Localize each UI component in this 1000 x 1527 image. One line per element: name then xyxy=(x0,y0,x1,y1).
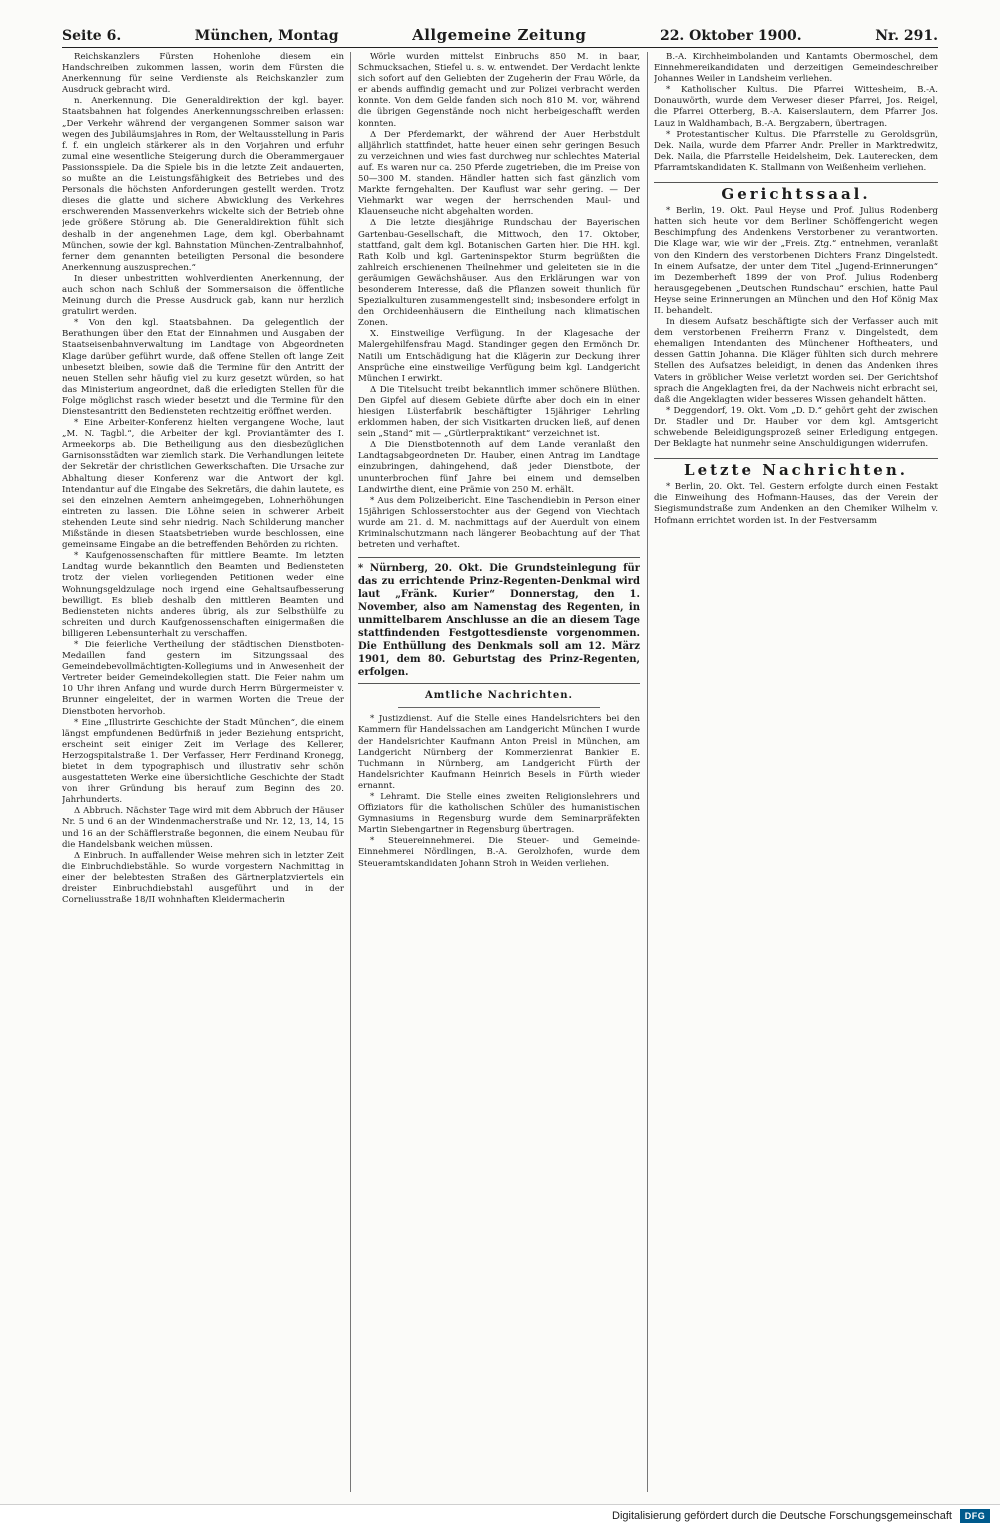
column-left xyxy=(62,52,344,1492)
funding-credit: Digitalisierung gefördert durch die Deutsche Forschungsgemeinschaft xyxy=(612,1510,952,1522)
section-heading-official: Amtliche Nachrichten. xyxy=(425,690,573,702)
dfg-logo: DFG xyxy=(960,1509,990,1523)
article-paragraph: * Berlin, 19. Okt. Paul Heyse und Prof. Julius Rodenberg hatten sich heute vor dem Berliner Schöffengericht wegen Beschimpfung des Andenkens Verstorbener zu verantworten. Die Klage war, wie wir der „Freis. Ztg.“ entnehmen, veranlaßt von den Kindern des verstorbenen Dichters Franz Dingelstedt. In einem Aufsatze, der unter dem Titel „Jugend-Erinnerungen“ im Dezemberheft 1899 der von Prof. Julius Rodenberg herausgegebenen „Deutschen Rundschau“ erschien, hatte Paul Heyse seine Erinnerungen an München und den Hof König Max II. behandelt. xyxy=(654,206,938,316)
column-rule xyxy=(350,52,351,1492)
article-paragraph: * Eine „Illustrirte Geschichte der Stadt München“, die einem längst empfundenen Bedürfniß in jeder Beziehung entspricht, erscheint seit einiger Zeit im Verlage des Kellerer, Herzogspitalstraße 1. Der Verfasser, Herr Ferdinand Kronegg, bietet in dem typographisch und illustrativ sehr schön ausgestatteten Werke eine übersichtliche Geschichte der Stadt von ihrer Gründung bis herauf zum Beginn des 20. Jahrhunderts. xyxy=(62,717,344,806)
article-columns xyxy=(62,52,938,1492)
issue-number: Nr. 291. xyxy=(875,28,938,44)
article-paragraph: Δ Die Dienstbotennoth auf dem Lande veranlaßt den Landtagsabgeordneten Dr. Hauber, einen Antrag im Landtage einzubringen, dahingehend, daß jeder Dienstbote, der ununterbrochen fünf Jahre bei einem und demselben Landwirthe dient, eine Prämie von 250 M. erhält. xyxy=(358,440,640,495)
divider xyxy=(398,707,600,708)
article-paragraph: * Lehramt. Die Stelle eines zweiten Religionslehrers und Offiziators für die katholischen Schüler des humanistischen Gymnasiums in Regensburg wurde dem Seminarpräfekten Martin Siebengartner in Regensburg übertragen. xyxy=(358,791,640,836)
article-paragraph: * Eine Arbeiter-Konferenz hielten vergangene Woche, laut „M. N. Tagbl.“, die Arbeiter der kgl. Proviantämter des I. Armeekorps ab. Die Betheiligung aus den diesbezüglichen Garnisonsstädten war ziemlich stark. Die Verhandlungen leitete der Sekretär der christlichen Gewerkschaften. Die Ursache zur Abhaltung dieser Konferenz war die Antwort der kgl. Intendantur auf die Eingabe des Sekretärs, die dahin lautete, es sei den einzelnen Aemtern anheimgegeben, Lohnerhöhungen eintreten zu lassen. Die Löhne seien in schwerer Arbeit stehenden Leute sind sehr niedrig. Nach Schilderung mancher Mißstände in diesen Staatsbetrieben wurde beschlossen, eine gemeinsame Eingabe an die betreffenden Behörden zu richten. xyxy=(62,418,344,551)
article-paragraph: Δ Der Pferdemarkt, der während der Auer Herbstdult alljährlich stattfindet, hatte heuer einen sehr geringen Besuch zu verzeichnen und wies fast durchweg nur schlechtes Material auf. Es waren nur ca. 250 Pferde zugetrieben, die im Preise von 50—300 M. standen. Händler hatten sich fast gänzlich vom Markte ferngehalten. Der Kauflust war sehr gering. — Der Viehmarkt war wegen der herrschenden Maul- und Klauenseuche nicht abgehalten worden. xyxy=(358,129,640,218)
nuremberg-dateline: * Nürnberg, 20. Okt. Die Grundsteinlegung für das zu errichtende Prinz-Regenten-Denkmal wird laut „Fränk. Kurier“ Donnerstag, den 1. November, also am Namenstag des Regenten, in unmittelbarem Anschlusse an die an diesem Tage stattfindenden Festgottesdienste vorgenommen. Die Enthüllung des Denkmals soll am 12. März 1901, dem 80. Geburtstag des Prinz-Regenten, erfolgen. xyxy=(358,557,640,684)
article-paragraph: Reichskanzlers Fürsten Hohenlohe diesem ein Handschreiben zukommen lassen, worin dem Fürsten die Anerkennung für seine Verdienste als Reichskanzler zum Ausdruck gebracht wird. xyxy=(62,52,344,96)
article-paragraph: * Aus dem Polizeibericht. Eine Taschendiebin in Person einer 15jährigen Schlosserstochter aus der Gegend von Viechtach wurde am 21. d. M. nachmittags auf der Auerdult von einem Kriminalschutzmann nach längerer Beobachtung auf der That betreten und verhaftet. xyxy=(358,495,640,551)
article-paragraph: X. Einstweilige Verfügung. In der Klagesache der Malergehilfensfrau Magd. Standinger gegen den Ermönch Dr. Natili um Entschädigung hat die Klägerin zur Deckung ihrer Ansprüche eine einstweilige Verfügung beim kgl. Landgericht München I erwirkt. xyxy=(358,329,640,384)
column-middle xyxy=(358,52,640,1492)
section-heading-latest: Letzte Nachrichten. xyxy=(654,458,938,476)
article-paragraph: * Deggendorf, 19. Okt. Vom „D. D.“ gehört geht der zwischen Dr. Stadler und Dr. Hauber vor dem kgl. Amtsgericht schwebende Beleidigungsprozeß seiner Erledigung entgegen. Der Beklagte hat nunmehr seine Anschuldigungen widerrufen. xyxy=(654,405,938,450)
page-number: Seite 6. xyxy=(62,28,122,44)
article-paragraph: * Steuereinnehmerei. Die Steuer- und Gemeinde-Einnehmerei Nördlingen, B.-A. Gerolzhofen, wurde dem Steueramtskandidaten Johann Stroh in Weiden verliehen. xyxy=(358,836,640,869)
place-and-day: München, Montag xyxy=(194,28,339,44)
article-paragraph: In dieser unbestritten wohlverdienten Anerkennung, der auch schon nach Schluß der Sommersaison die öffentliche Meinung durch die Presse Ausdruck gab, kann nur herzlich gratulirt werden. xyxy=(62,273,344,318)
article-paragraph: * Kaufgenossenschaften für mittlere Beamte. Im letzten Landtag wurde bekanntlich den Beamten und Bediensteten trotz der vielen vorliegenden Petitionen weder eine Wohnungsgeldzulage noch irgend eine Gehaltsaufbesserung bewilligt. Es blieb deshalb den mittleren Beamten und Bediensteten nichts anderes übrig, als zur Selbsthülfe zu schreiten und durch Kaufgenossenschaften einigermaßen die billigeren Lebensunterhalt zu verschaffen. xyxy=(62,551,344,639)
issue-date: 22. Oktober 1900. xyxy=(659,28,802,44)
digitization-footer xyxy=(0,1504,1000,1527)
article-paragraph: Δ Die Titelsucht treibt bekanntlich immer schönere Blüthen. Den Gipfel auf diesem Gebiete dürfte aber doch ein in einer hiesigen Lüsterfabrik beschäftigter 15jähriger Lehrling erklommen haben, der sich Visitkarten drucken ließ, auf denen sein „Stand“ mit — „Gürtlerpraktikant“ verzeichnet ist. xyxy=(358,384,640,440)
article-paragraph: B.-A. Kirchheimbolanden und Kantamts Obermoschel, dem Einnehmereikandidaten und derzeitigen Gemeindeschreiber Johannes Weiler in Landsheim verliehen. xyxy=(654,52,938,85)
article-paragraph: Δ Abbruch. Nächster Tage wird mit dem Abbruch der Häuser Nr. 5 und 6 an der Windenmacherstraße und Nr. 12, 13, 14, 15 und 16 an der Schäfflerstraße begonnen, die einem Neubau für die Handelsbank weichen müssen. xyxy=(62,806,344,850)
column-rule xyxy=(647,52,648,1492)
column-right xyxy=(654,52,938,1492)
article-paragraph: * Berlin, 20. Okt. Tel. Gestern erfolgte durch einen Festakt die Einweihung des Hofmann-Hauses, das der Verein der Siegismundstraße zum Andenken an den Chemiker Wilhelm v. Hofmann errichtet worden ist. In der Festversamm xyxy=(654,482,938,526)
masthead xyxy=(62,22,938,48)
article-paragraph: * Katholischer Kultus. Die Pfarrei Wittesheim, B.-A. Donauwörth, wurde dem Verweser dieser Pfarrei, Jos. Reigel, die Pfarrei Otterberg, B.-A. Kaiserslautern, dem Pfarrer Jos. Lauz in Waldhambach, B.-A. Bergzabern, übertragen. xyxy=(654,85,938,129)
article-paragraph: Δ Einbruch. In auffallender Weise mehren sich in letzter Zeit die Einbruchdiebstähle. So wurde vorgestern Nachmittag in einer der belebtesten Straßen des Gärtnerplatzviertels ein dreister Einbruchdiebstahl ausgeführt und in der Corneliusstraße 18/II wohnhaften Kleidermacherin xyxy=(62,850,344,906)
article-paragraph: * Von den kgl. Staatsbahnen. Da gelegentlich der Berathungen über den Etat der Einnahmen und Ausgaben der Staatseisenbahnverwaltung im Landtage von Abgeordneten Klage darüber geführt wurde, daß offene Stellen oft lange Zeit unbesetzt bleiben, sowie daß die Termine für den Antritt der neuen Stellen sehr häufig viel zu kurz gesetzt würden, so hat das Ministerium angeordnet, daß die erledigten Stellen für die Folge möglichst rasch wieder besetzt und die Termine für den Dienstesantritt den Bediensteten rechtzeitig eröffnet werden. xyxy=(62,318,344,417)
article-paragraph: n. Anerkennung. Die Generaldirektion der kgl. bayer. Staatsbahnen hat folgendes Anerkennungsschreiben erlassen: „Der Verkehr während der vergangenen Sommer saison war wegen des Jubiläumsjahres in Rom, der Weltausstellung in Paris f. f. ein ungleich stärkerer als in den Vorjahren und erfuhr zumal eine wesentliche Steigerung durch die Oberammergauer Passionsspiele. Da die Spiele bis in die letzte Zeit andauerten, so mußte an die Leistungsfähigkeit des Betriebes und des Personals die höchsten Anforderungen gestellt werden. Trotz dieses die glatte und sichere Abwicklung des Verkehres erschwerenden Massenverkehrs wickelte sich der Betrieb ohne jede größere Störung ab. Die Generaldirektion fühlt sich deshalb in der angenehmen Lage, dem kgl. Oberbahnamt München, sowie der kgl. Bahnstation München-Zentralbahnhof, ferner dem genannten beteiligten Personal die besondere Anerkennung auszusprechen.“ xyxy=(62,96,344,273)
article-paragraph: * Justizdienst. Auf die Stelle eines Handelsrichters bei den Kammern für Handelssachen am Landgericht München I wurde der Handelsrichter Kaufmann Anton Preisl in München, am Landgericht Nürnberg der Kommerzienrat Bankier E. Tuchmann in Nürnberg, am Landgericht Fürth der Handelsrichter Kaufmann Heinrich Besels in Fürth wieder ernannt. xyxy=(358,714,640,791)
article-paragraph: Wörle wurden mittelst Einbruchs 850 M. in baar, Schmucksachen, Stiefel u. s. w. entwendet. Der Verdacht lenkte sich sofort auf den Geliebten der Zugeherin der Frau Wörle, da er abends auffindig gemacht und zur Polizei verbracht werden konnte. Von dem Gelde fanden sich noch 810 M. vor, während die übrigen Gegenstände noch nicht herbeigeschafft werden konnten. xyxy=(358,52,640,129)
newspaper-title: Allgemeine Zeitung xyxy=(412,26,587,44)
section-heading-court: Gerichtssaal. xyxy=(654,182,938,200)
article-paragraph: Δ Die letzte diesjährige Rundschau der Bayerischen Gartenbau-Gesellschaft, die Mittwoch, den 17. Oktober, stattfand, galt dem kgl. Botanischen Garten hier. Die HH. kgl. Rath Kolb und kgl. Garteninspektor Sturm begrüßten die zahlreich erschienenen Theilnehmer und geleiteten sie in die geräumigen Gewächshäuser. Aus den Erklärungen war von besonderem Interesse, daß die Pflanzen soweit thunlich für Spezialkulturen zusammengestellt sind; insbesondere erfolgt in den Orchideenhäusern die Eintheilung nach klimatischen Zonen. xyxy=(358,218,640,329)
article-paragraph: * Protestantischer Kultus. Die Pfarrstelle zu Geroldsgrün, Dek. Naila, wurde dem Pfarrer Andr. Preller in Marktredwitz, Dek. Naila, die Pfarrstelle Heidelsheim, Dek. Lauterecken, dem Pfarramtskandidaten K. Stallmann von Weißenheim verliehen. xyxy=(654,129,938,173)
article-paragraph: * Die feierliche Vertheilung der städtischen Dienstboten-Medaillen fand gestern im Sitzungssaal des Gemeindebevollmächtigten-Kollegiums und in Anwesenheit der Vertreter beider Gemeindekollegien statt. Die Feier nahm um 10 Uhr ihren Anfang und wurde durch Herrn Bürgermeister v. Brunner eingeleitet, der in warmen Worten die Treue der Dienstboten hervorhob. xyxy=(62,639,344,717)
article-paragraph: In diesem Aufsatz beschäftigte sich der Verfasser auch mit dem verstorbenen Freiherrn Franz v. Dingelstedt, dem ehemaligen Intendanten des Münchener Hoftheaters, und dessen Gattin Johanna. Die Kläger fühlten sich durch mehrere Stellen des Aufsatzes beleidigt, in denen das Andenken ihres Vaters in gröblicher Weise verletzt worden sei. Der Gerichtshof sprach die Angeklagten frei, da der Nachweis nicht erbracht sei, daß die Angeklagten wider besseres Wissen gehandelt hätten. xyxy=(654,317,938,405)
